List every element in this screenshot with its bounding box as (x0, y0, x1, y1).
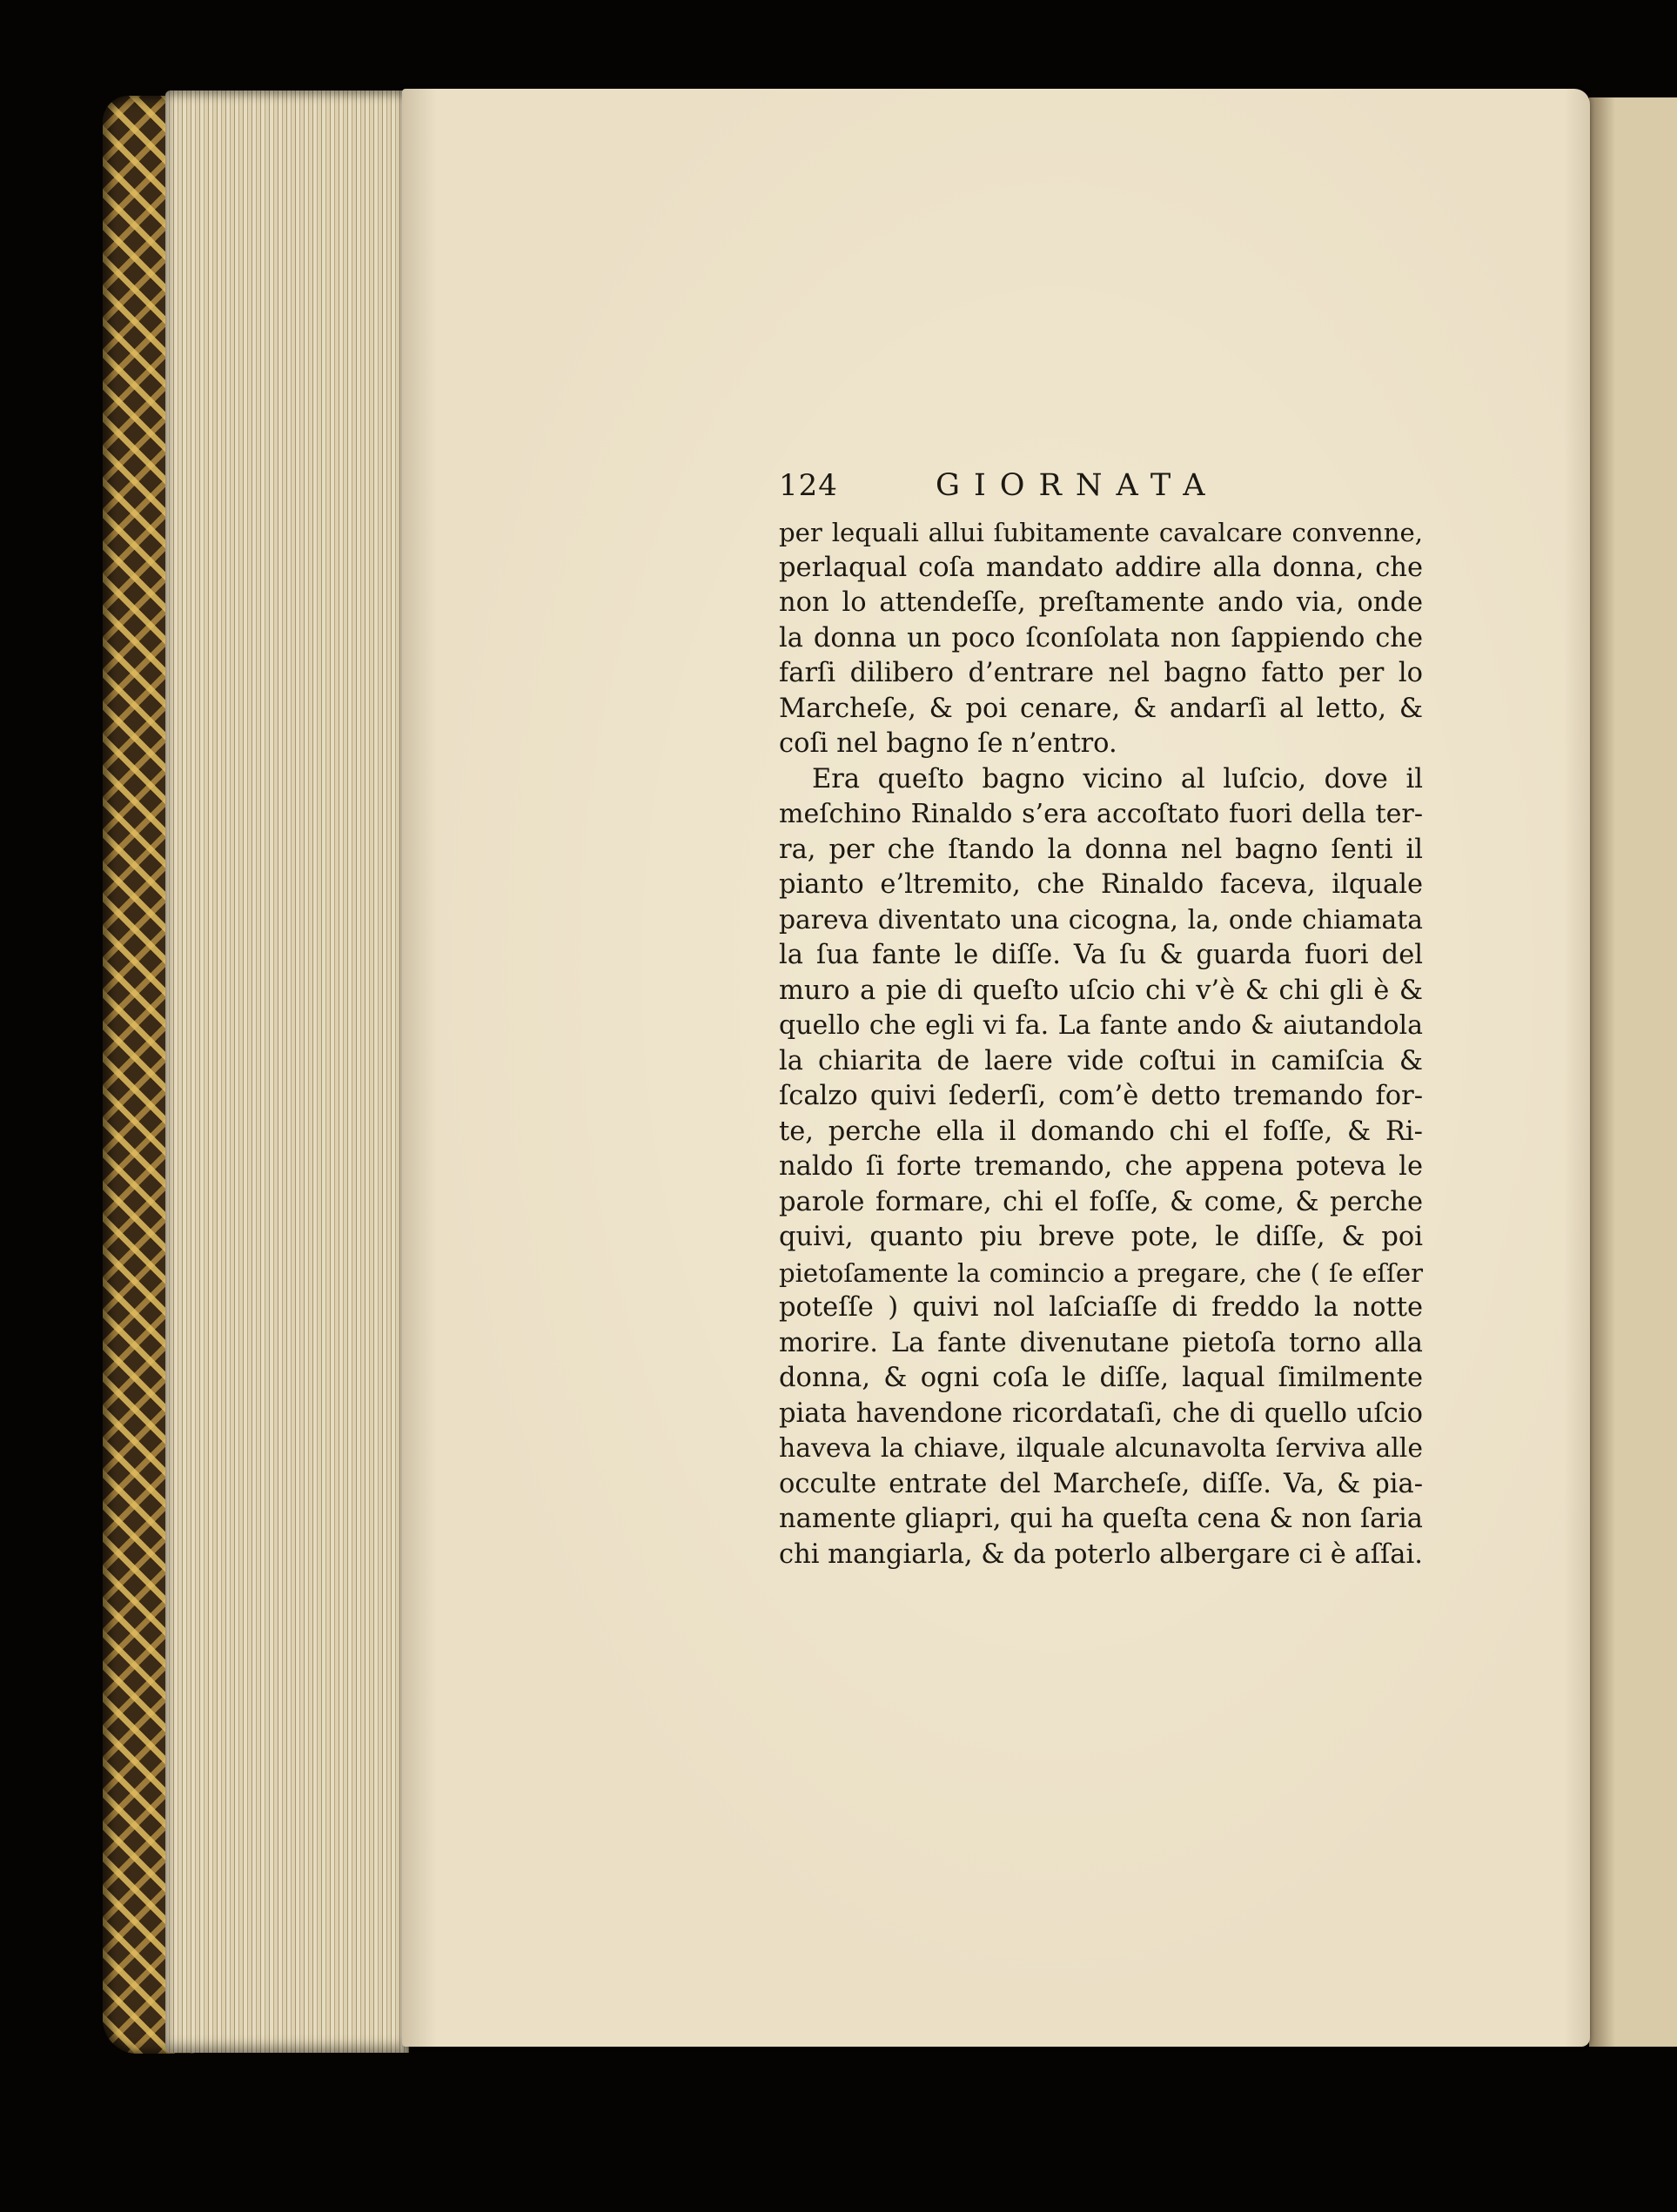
text-line: la donna un poco ſconſolata non ſappiendo che (779, 622, 1423, 654)
text-line: chi mangiarla, & da poterlo albergare ci è aſſai. (779, 1538, 1423, 1570)
text-line: muro a pie di queſto uſcio chi v’è & chi gli è & (779, 975, 1423, 1006)
text-block (779, 468, 1423, 1572)
text-line: parole formare, chi el foſſe, & come, & perche (779, 1186, 1423, 1217)
text-line: Era queſto bagno vicino al luſcio, dove il (812, 763, 1423, 794)
text-line: donna, & ogni coſa le diſſe, laqual ſimilmente (779, 1363, 1423, 1393)
text-line: pietoſamente la comincio a pregare, che ( ſe eſſer (779, 1257, 1423, 1288)
text-line: haveva la chiave, ilquale alcunavolta ſerviva alle (779, 1433, 1423, 1464)
text-line: farſi dilibero d’entrare nel bagno fatto per lo (779, 658, 1423, 688)
text-line: per lequali allui ſubitamente cavalcare convenne, (779, 518, 1423, 547)
body-text (779, 515, 1423, 1572)
text-line: te, perche ella il domando chi el foſſe, & Ri- (779, 1116, 1423, 1147)
text-line: naldo ſi forte tremando, che appena poteva le (779, 1151, 1423, 1182)
text-line: non lo attendeſſe, preſtamente ando via, onde (779, 587, 1423, 618)
running-head (779, 468, 1423, 510)
text-line: la chiarita de laere vide coſtui in camiſcia & (779, 1045, 1423, 1076)
text-line: quello che egli vi fa. La fante ando & aiutandola (779, 1010, 1423, 1041)
text-line: namente gliapri, qui ha queſta cena & non ſaria (779, 1504, 1423, 1534)
text-line: perlaqual coſa mandato addire alla donna, che (779, 552, 1423, 583)
text-line: morire. La fante divenutane pietoſa torno alla (779, 1327, 1423, 1358)
text-line: meſchino Rinaldo s’era accoſtato fuori della ter- (779, 799, 1423, 829)
text-line: Marcheſe, & poi cenare, & andarſi al letto, & (779, 693, 1423, 724)
text-line: pareva diventato una cicogna, la, onde chiamata (779, 904, 1423, 935)
text-line: piata havendone ricordataſi, che di quello uſcio (779, 1398, 1423, 1429)
text-line: ſcalzo quivi ſederſi, com’è detto tremando for- (779, 1081, 1423, 1111)
text-line: quivi, quanto piu breve pote, le diſſe, & poi (779, 1222, 1423, 1252)
text-line: poteſſe ) quivi nol laſciaſſe di freddo la notte (779, 1292, 1423, 1323)
running-title: GIORNATA (936, 468, 1219, 503)
facing-page-edge (1589, 97, 1677, 2047)
text-line: pianto e’ltremito, che Rinaldo faceva, ilquale (779, 869, 1423, 900)
text-line: coſi nel bagno ſe n’entro. (779, 728, 1117, 759)
page-number: 124 (779, 468, 838, 503)
text-line: la ſua fante le diſſe. Va ſu & guarda fuori del (779, 940, 1423, 970)
text-line: occulte entrate del Marcheſe, diſſe. Va, & pia- (779, 1468, 1423, 1499)
page-edges (165, 90, 409, 2053)
text-line: ra, per che ſtando la donna nel bagno ſenti il (779, 834, 1423, 865)
